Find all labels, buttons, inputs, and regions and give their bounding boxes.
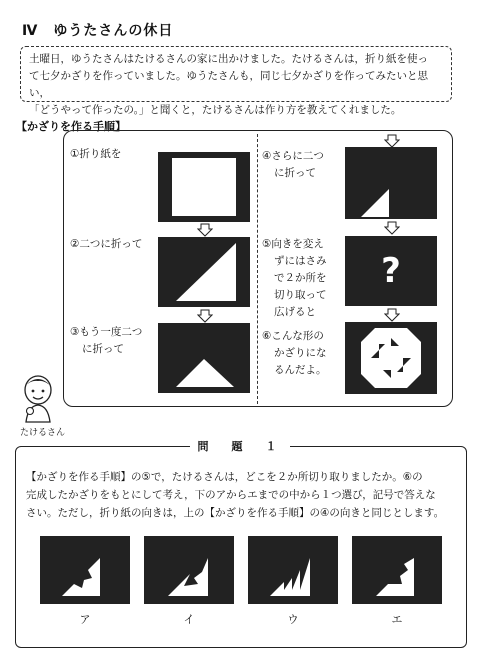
down-arrow-icon: [384, 308, 400, 322]
intro-line: 土曜日，ゆうたさんはたけるさんの家に出かけました。たけるさんは，折り紙を使っ: [29, 53, 428, 65]
step-4-text: [262, 148, 324, 182]
step-6-figure: [345, 322, 437, 394]
step-5-line: 広げると: [274, 306, 316, 318]
step-6-line: るんだよ。: [274, 364, 327, 376]
step-5-figure: [345, 236, 437, 306]
down-arrow-icon: [384, 134, 400, 148]
choice-u-figure[interactable]: [248, 536, 338, 604]
choice-i-label[interactable]: イ: [183, 613, 195, 626]
choice-a-figure[interactable]: [40, 536, 130, 604]
step-2-figure: [158, 237, 250, 307]
step-5-line: で２か所を: [274, 272, 327, 284]
boy-character-icon: [18, 372, 58, 424]
step-4-line: に折って: [274, 167, 316, 179]
character-label: たけるさん: [20, 428, 66, 438]
step-6-line: ⑥こんな形の: [262, 330, 324, 342]
step-5-text: [262, 236, 327, 321]
question-line: 【かざりを作る手順】の⑤で，たけるさんは，どこを２か所切り取りましたか。⑥の: [26, 471, 423, 483]
step-6-text: [262, 328, 327, 379]
step-1-text: ①折り紙を: [70, 148, 122, 160]
choice-u-label[interactable]: ウ: [287, 613, 299, 626]
question-line: 完成したかざりをもとにして考え，下のアからエまでの中から１つ選び，記号で答えな: [26, 489, 436, 501]
step-3-figure: [158, 323, 250, 393]
step-3-line: に折って: [82, 343, 124, 355]
down-arrow-icon: [384, 221, 400, 235]
step-6-line: かざりにな: [274, 347, 327, 359]
steps-divider: [257, 134, 258, 404]
step-2-text: ②二つに折って: [70, 238, 143, 250]
choice-e-label[interactable]: エ: [391, 613, 403, 626]
intro-line: て七夕かざりを作っていました。ゆうたさんも，同じ七夕かざりを作ってみたいと思い，: [29, 70, 428, 99]
down-arrow-icon: [197, 309, 213, 323]
step-1-figure: [158, 152, 250, 222]
step-5-line: ずにはさみ: [274, 255, 327, 267]
step-4-figure: [345, 147, 437, 219]
intro-line: 「どうやって作ったの。」と聞くと，たけるさんは作り方を教えてくれました。: [29, 104, 402, 116]
question-text: [26, 468, 456, 522]
step-3-line: ③もう一度二つ: [70, 326, 143, 338]
choice-i-figure[interactable]: [144, 536, 234, 604]
step-5-line: 切り取って: [274, 289, 327, 301]
step-5-line: ⑤向きを変え: [262, 238, 324, 250]
down-arrow-icon: [197, 223, 213, 237]
choice-a-label[interactable]: ア: [79, 613, 91, 626]
step-3-text: [70, 324, 142, 358]
step-4-line: ④さらに二つ: [262, 150, 324, 162]
choice-e-figure[interactable]: [352, 536, 442, 604]
steps-label: 【かざりを作る手順】: [16, 120, 126, 133]
question-mark: ?: [381, 251, 401, 291]
question-title: 問 題 １: [190, 438, 290, 454]
question-line: さい。ただし，折り紙の向きは，上の【かざりを作る手順】の④の向きと同じとします。: [26, 507, 445, 519]
section-title: Ⅳ ゆうたさんの休日: [22, 23, 174, 39]
intro-box: [20, 46, 452, 116]
